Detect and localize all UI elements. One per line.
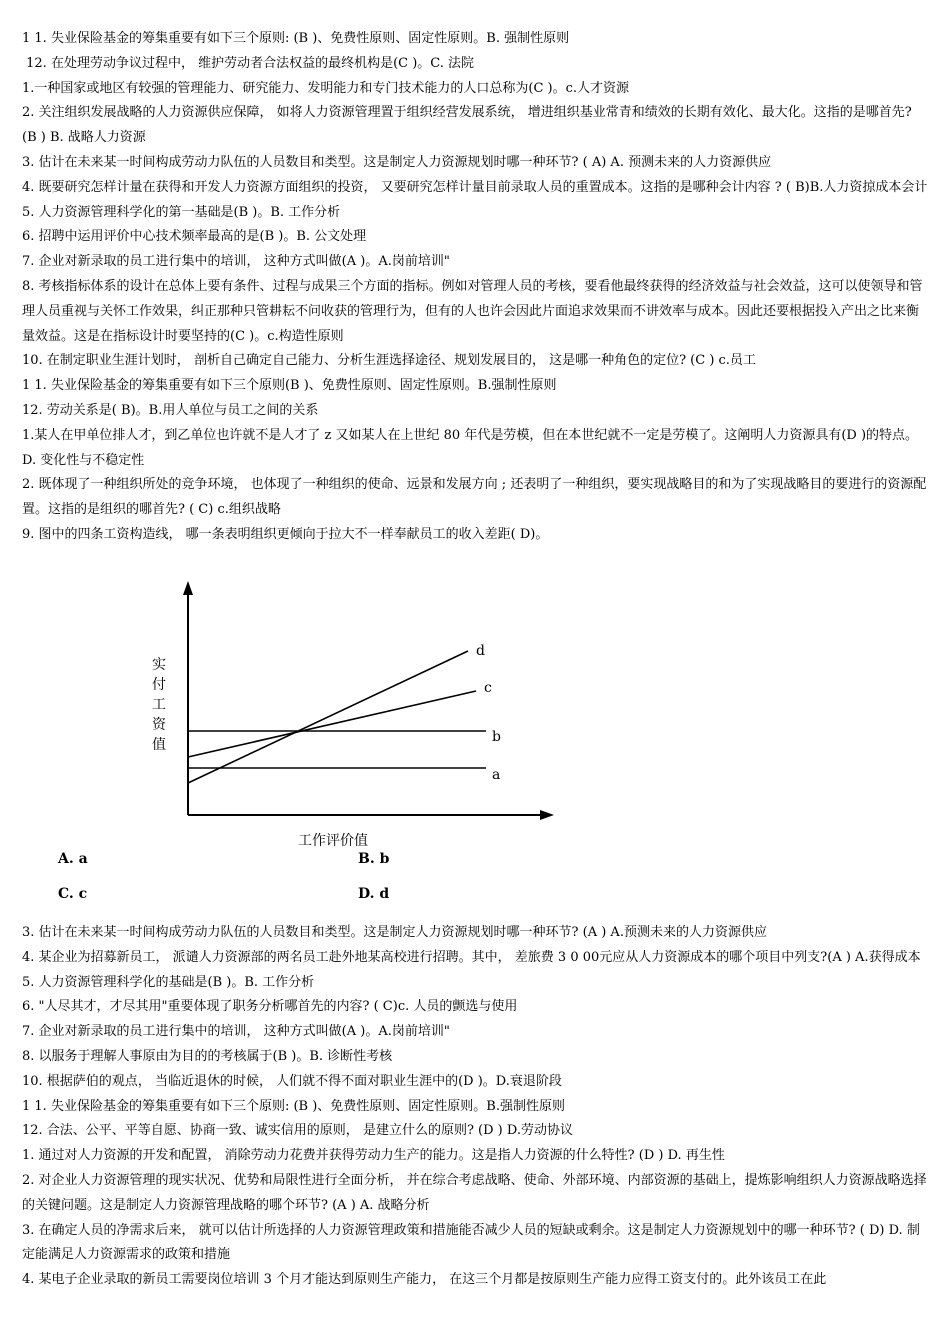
- y-axis-label-char: 资: [152, 717, 166, 733]
- option-c: C. c: [58, 886, 88, 902]
- text-line: 9. 图中的四条工资构造线， 哪一条表明组织更倾向于拉大不一样奉献员工的收入差距( D)。: [22, 526, 549, 542]
- line-label-b: b: [492, 729, 501, 745]
- option-b: B. b: [358, 851, 390, 867]
- option-a: A. a: [58, 851, 88, 867]
- y-axis-label-char: 付: [152, 677, 166, 693]
- y-axis-label-char: 工: [152, 697, 166, 713]
- text-line: 8. 以服务于理解人事原由为目的的考核属于(B )。B. 诊断性考核: [22, 1048, 393, 1064]
- text-line: 6. 招聘中运用评价中心技术频率最高的是(B )。B. 公文处理: [22, 229, 367, 245]
- y-axis-label: [152, 657, 167, 753]
- text-line: 1 1. 失业保险基金的筹集重要有如下三个原则: (B )、免费性原则、固定性原则。B. 强制性原则: [22, 31, 570, 46]
- text-line: 4. 既要研究怎样计量在获得和开发人力资源方面组织的投资， 又要研究怎样计量目前录取人员的重置成本。这指的是哪种会计内容 ? ( B)B.人力资掠成本会计: [22, 179, 928, 195]
- line-label-a: a: [492, 767, 501, 783]
- text-line: 1.某人在甲单位排人才，到乙单位也许就不是人才了 z 又如某人在上世纪 80 年代是劳模，但在本世纪就不一定是劳模了。这阐明人力资源具有(D )的特点。D. 变化性与不稳定性: [22, 427, 919, 468]
- wage-structure-figure: [40, 577, 560, 907]
- wage-line-c: [188, 691, 476, 757]
- option-d: D. d: [358, 886, 390, 902]
- text-line: 2. 关注组织发展战略的人力资源供应保障， 如将人力资源管理置于组织经营发展系统， 增进组织基业常青和绩效的长期有效化、最大化。这指的是哪首先? (B ) B. 战略人力资源: [22, 105, 916, 146]
- text-line: 3. 估计在未来某一时间构成劳动力队伍的人员数目和类型。这是制定人力资源规划时哪一种环节? ( A) A. 预测未来的人力资源供应: [22, 154, 772, 170]
- text-line: 1.一种国家或地区有较强的管理能力、研究能力、发明能力和专门技术能力的人口总称为(C )。c.人才资源: [22, 80, 630, 96]
- text-line: 1. 通过对人力资源的开发和配置， 消除劳动力花费并获得劳动力生产的能力。这是指人力资源的什么特性? (D ) D. 再生性: [22, 1148, 725, 1164]
- text-line: 1 1. 失业保险基金的筹集重要有如下三个原则(B )、免费性原则、固定性原则。B.强制性原则: [22, 378, 557, 394]
- x-axis-arrow: [540, 810, 554, 820]
- text-line: 6. "人尽其才，才尽其用"重要体现了职务分析哪首先的内容? ( C)c. 人员的颤选与使用: [22, 999, 518, 1015]
- text-line: 1 1. 失业保险基金的筹集重要有如下三个原则: (B )、免费性原则、固定性原则。B.强制性原则: [22, 1098, 565, 1114]
- text-line: 10. 根据萨伯的观点， 当临近退休的时候， 人们就不得不面对职业生涯中的(D )。D.衰退阶段: [22, 1073, 562, 1089]
- text-line: 7. 企业对新录取的员工进行集中的培训， 这种方式叫做(A )。A.岗前培训": [22, 1024, 450, 1040]
- question-block-top: [22, 27, 928, 548]
- text-line: 4. 某企业为招募新员工， 派谴人力资源部的两名员工赴外地某高校进行招聘。其中， 差旅费 3 0 00元应从人力资源成本的哪个项目中列支?(A ) A.获得成本: [22, 949, 921, 965]
- question-block-bottom: [22, 921, 928, 1293]
- text-line: 3. 估计在未来某一时间构成劳动力队伍的人员数目和类型。这是制定人力资源规划时哪一种环节? (A ) A.预测未来的人力资源供应: [22, 925, 767, 940]
- text-line: 7. 企业对新录取的员工进行集中的培训， 这种方式叫做(A )。A.岗前培训": [22, 254, 450, 270]
- text-line: 4. 某电子企业录取的新员工需要岗位培训 3 个月才能达到原则生产能力， 在这三个月都是按原则生产能力应得工资支付的。此外该员工在此: [22, 1272, 827, 1288]
- line-label-c: c: [484, 680, 492, 696]
- text-line: 2. 对企业人力资源管理的现实状况、优势和局限性进行全面分析， 并在综合考虑战略、使命、外部环境、内部资源的基础上，提炼影响组织人力资源战略选择的关键问题。这是制定人力资源管理战略的哪个环节? (A ) A. 战略分析: [22, 1172, 927, 1213]
- text-line: 12. 劳动关系是( B)。B.用人单位与员工之间的关系: [22, 402, 319, 418]
- y-axis-label-char: 值: [152, 737, 166, 753]
- text-line: 2. 既体现了一种组织所处的竞争环境， 也体现了一种组织的使命、远景和发展方向 ; 还表明了一种组织，要实现战略目的和为了实现战略目的要进行的资源配置。这指的是组织的哪首先? ( C) c.组织战略: [22, 477, 927, 518]
- y-axis-arrow: [183, 581, 193, 595]
- text-line: 12. 合法、公平、平等自愿、协商一致、诚实信用的原则， 是建立什么的原则? (D ) D.劳动协议: [22, 1123, 573, 1139]
- y-axis-label-char: 实: [152, 657, 166, 673]
- text-line: 5. 人力资源管理科学化的基础是(B )。B. 工作分析: [22, 974, 315, 990]
- text-line: 10. 在制定职业生涯计划时， 剖析自己确定自己能力、分析生涯选择途径、规划发展目的， 这是哪一种角色的定位? (C ) c.员工: [22, 353, 756, 369]
- text-line: 5. 人力资源管理科学化的第一基础是(B )。B. 工作分析: [22, 204, 341, 220]
- text-line: 12. 在处理劳动争议过程中， 维护劳动者合法权益的最终机构是(C )。C. 法院: [22, 55, 475, 71]
- wage-line-d: [188, 651, 468, 783]
- text-line: 3. 在确定人员的净需求后来， 就可以估计所选择的人力资源管理政策和措施能否减少人员的短缺或剩余。这是制定人力资源规划中的哪一种环节? ( D) D. 制定能满足人力资源需求的政策和措施: [22, 1222, 920, 1263]
- text-line: 8. 考核指标体系的设计在总体上要有条件、过程与成果三个方面的指标。例如对管理人员的考核，要看他最终获得的经济效益与社会效益，这可以使领导和管理人员重视与关怀工作效果，纠正那种只管耕耘不问收获的管理行为，但有的人也许会因此片面追求效果而不讲效率与成本。因此还要根据投入产出之比来衡量效益。这是在指标设计时要坚持的(C )。c.构造性原则: [22, 278, 923, 344]
- wage-structure-diagram: [40, 577, 560, 907]
- x-axis-label: 工作评价值: [298, 833, 368, 849]
- line-label-d: d: [476, 643, 485, 659]
